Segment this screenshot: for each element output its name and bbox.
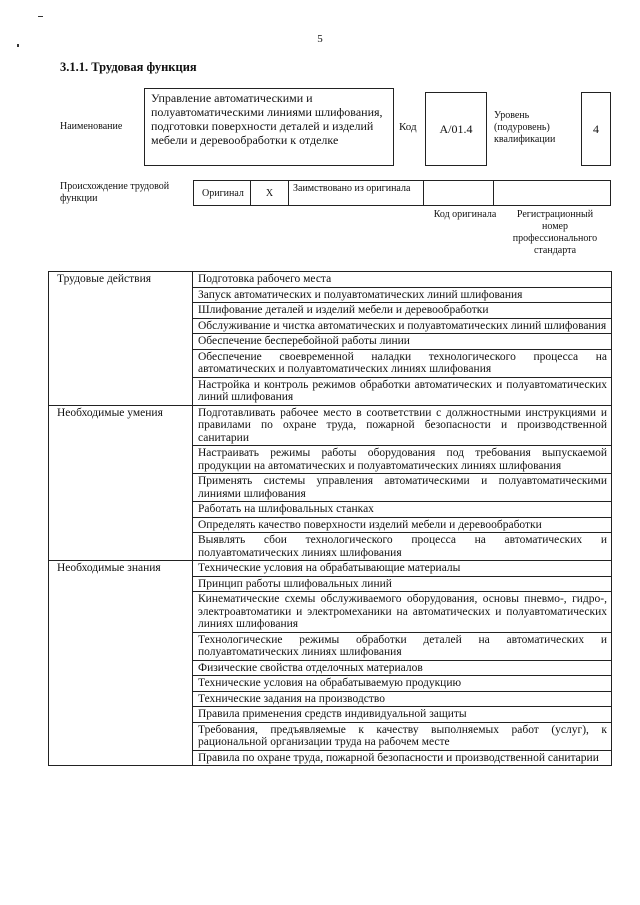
origin-label: Происхождение трудовой функции [60, 181, 170, 204]
table-row [49, 272, 612, 288]
item-cell: Технические условия на обрабатываемую продукцию [193, 676, 612, 692]
item-cell: Шлифование деталей и изделий мебели и деревообработки [193, 303, 612, 319]
item-cell: Правила применения средств индивидуальной защиты [193, 707, 612, 723]
item-cell: Кинематические схемы обслуживаемого оборудования, основы пневмо-, гидро-, электроавтоматики и электромеханики на автоматических и полуавтоматических линиях шлифования [193, 592, 612, 633]
registration-number-cell [494, 181, 610, 205]
category-cell: Необходимые знания [49, 561, 193, 766]
category-cell: Трудовые действия [49, 272, 193, 406]
name-label: Наименование [60, 121, 123, 132]
table-row [49, 405, 612, 446]
level-value-box: 4 [581, 92, 611, 166]
item-cell: Обслуживание и чистка автоматических и полуавтоматических линий шлифования [193, 318, 612, 334]
item-cell: Подготавливать рабочее место в соответствии с должностными инструкциями и правилами по охране труда, пожарной безопасности и производственной санитарии [193, 405, 612, 446]
table-row [49, 561, 612, 577]
original-label: Оригинал [194, 181, 251, 205]
function-table [48, 271, 612, 766]
registration-caption: Регистрационный номер профессионального стандарта [512, 209, 598, 256]
item-cell: Работать на шлифовальных станках [193, 502, 612, 518]
item-cell: Технологические режимы обработки деталей на автоматических и полуавтоматических линиях шлифования [193, 632, 612, 660]
code-label: Код [399, 121, 417, 133]
origin-row [193, 180, 611, 206]
name-value-box: Управление автоматическими и полуавтоматическими линиями шлифования, подготовки поверхности деталей и изделий мебели и деревообработки к отделке [144, 88, 394, 166]
page-number: 5 [317, 33, 323, 45]
item-cell: Технические условия на обрабатывающие материалы [193, 561, 612, 577]
item-cell: Обеспечение бесперебойной работы линии [193, 334, 612, 350]
level-label: Уровень (подуровень) квалификации [494, 110, 556, 145]
item-cell: Обеспечение своевременной наладки технологического процесса на автоматических и полуавтоматических линиях шлифования [193, 349, 612, 377]
original-code-cell [424, 181, 494, 205]
item-cell: Настраивать режимы работы оборудования под требования выпускаемой продукции на автоматических и полуавтоматических линиях шлифования [193, 446, 612, 474]
item-cell: Настройка и контроль режимов обработки автоматических и полуавтоматических линий шлифования [193, 377, 612, 405]
item-cell: Принцип работы шлифовальных линий [193, 576, 612, 592]
item-cell: Физические свойства отделочных материалов [193, 660, 612, 676]
item-cell: Подготовка рабочего места [193, 272, 612, 288]
scan-mark [38, 16, 43, 17]
item-cell: Технические задания на производство [193, 691, 612, 707]
borrowed-label: Заимствовано из оригинала [289, 181, 424, 205]
item-cell: Определять качество поверхности изделий мебели и деревообработки [193, 517, 612, 533]
code-caption: Код оригинала [433, 209, 497, 220]
section-title: 3.1.1. Трудовая функция [60, 60, 197, 74]
item-cell: Применять системы управления автоматическими и полуавтоматическими линиями шлифования [193, 474, 612, 502]
item-cell: Требования, предъявляемые к качеству выполняемых работ (услуг), к рациональной организации труда на рабочем месте [193, 722, 612, 750]
code-value-box: А/01.4 [425, 92, 487, 166]
category-cell: Необходимые умения [49, 405, 193, 561]
item-cell: Выявлять сбои технологического процесса на автоматических и полуавтоматических линиях шлифования [193, 533, 612, 561]
item-cell: Правила по охране труда, пожарной безопасности и производственной санитарии [193, 750, 612, 766]
item-cell: Запуск автоматических и полуавтоматических линий шлифования [193, 287, 612, 303]
original-mark: Х [251, 181, 289, 205]
